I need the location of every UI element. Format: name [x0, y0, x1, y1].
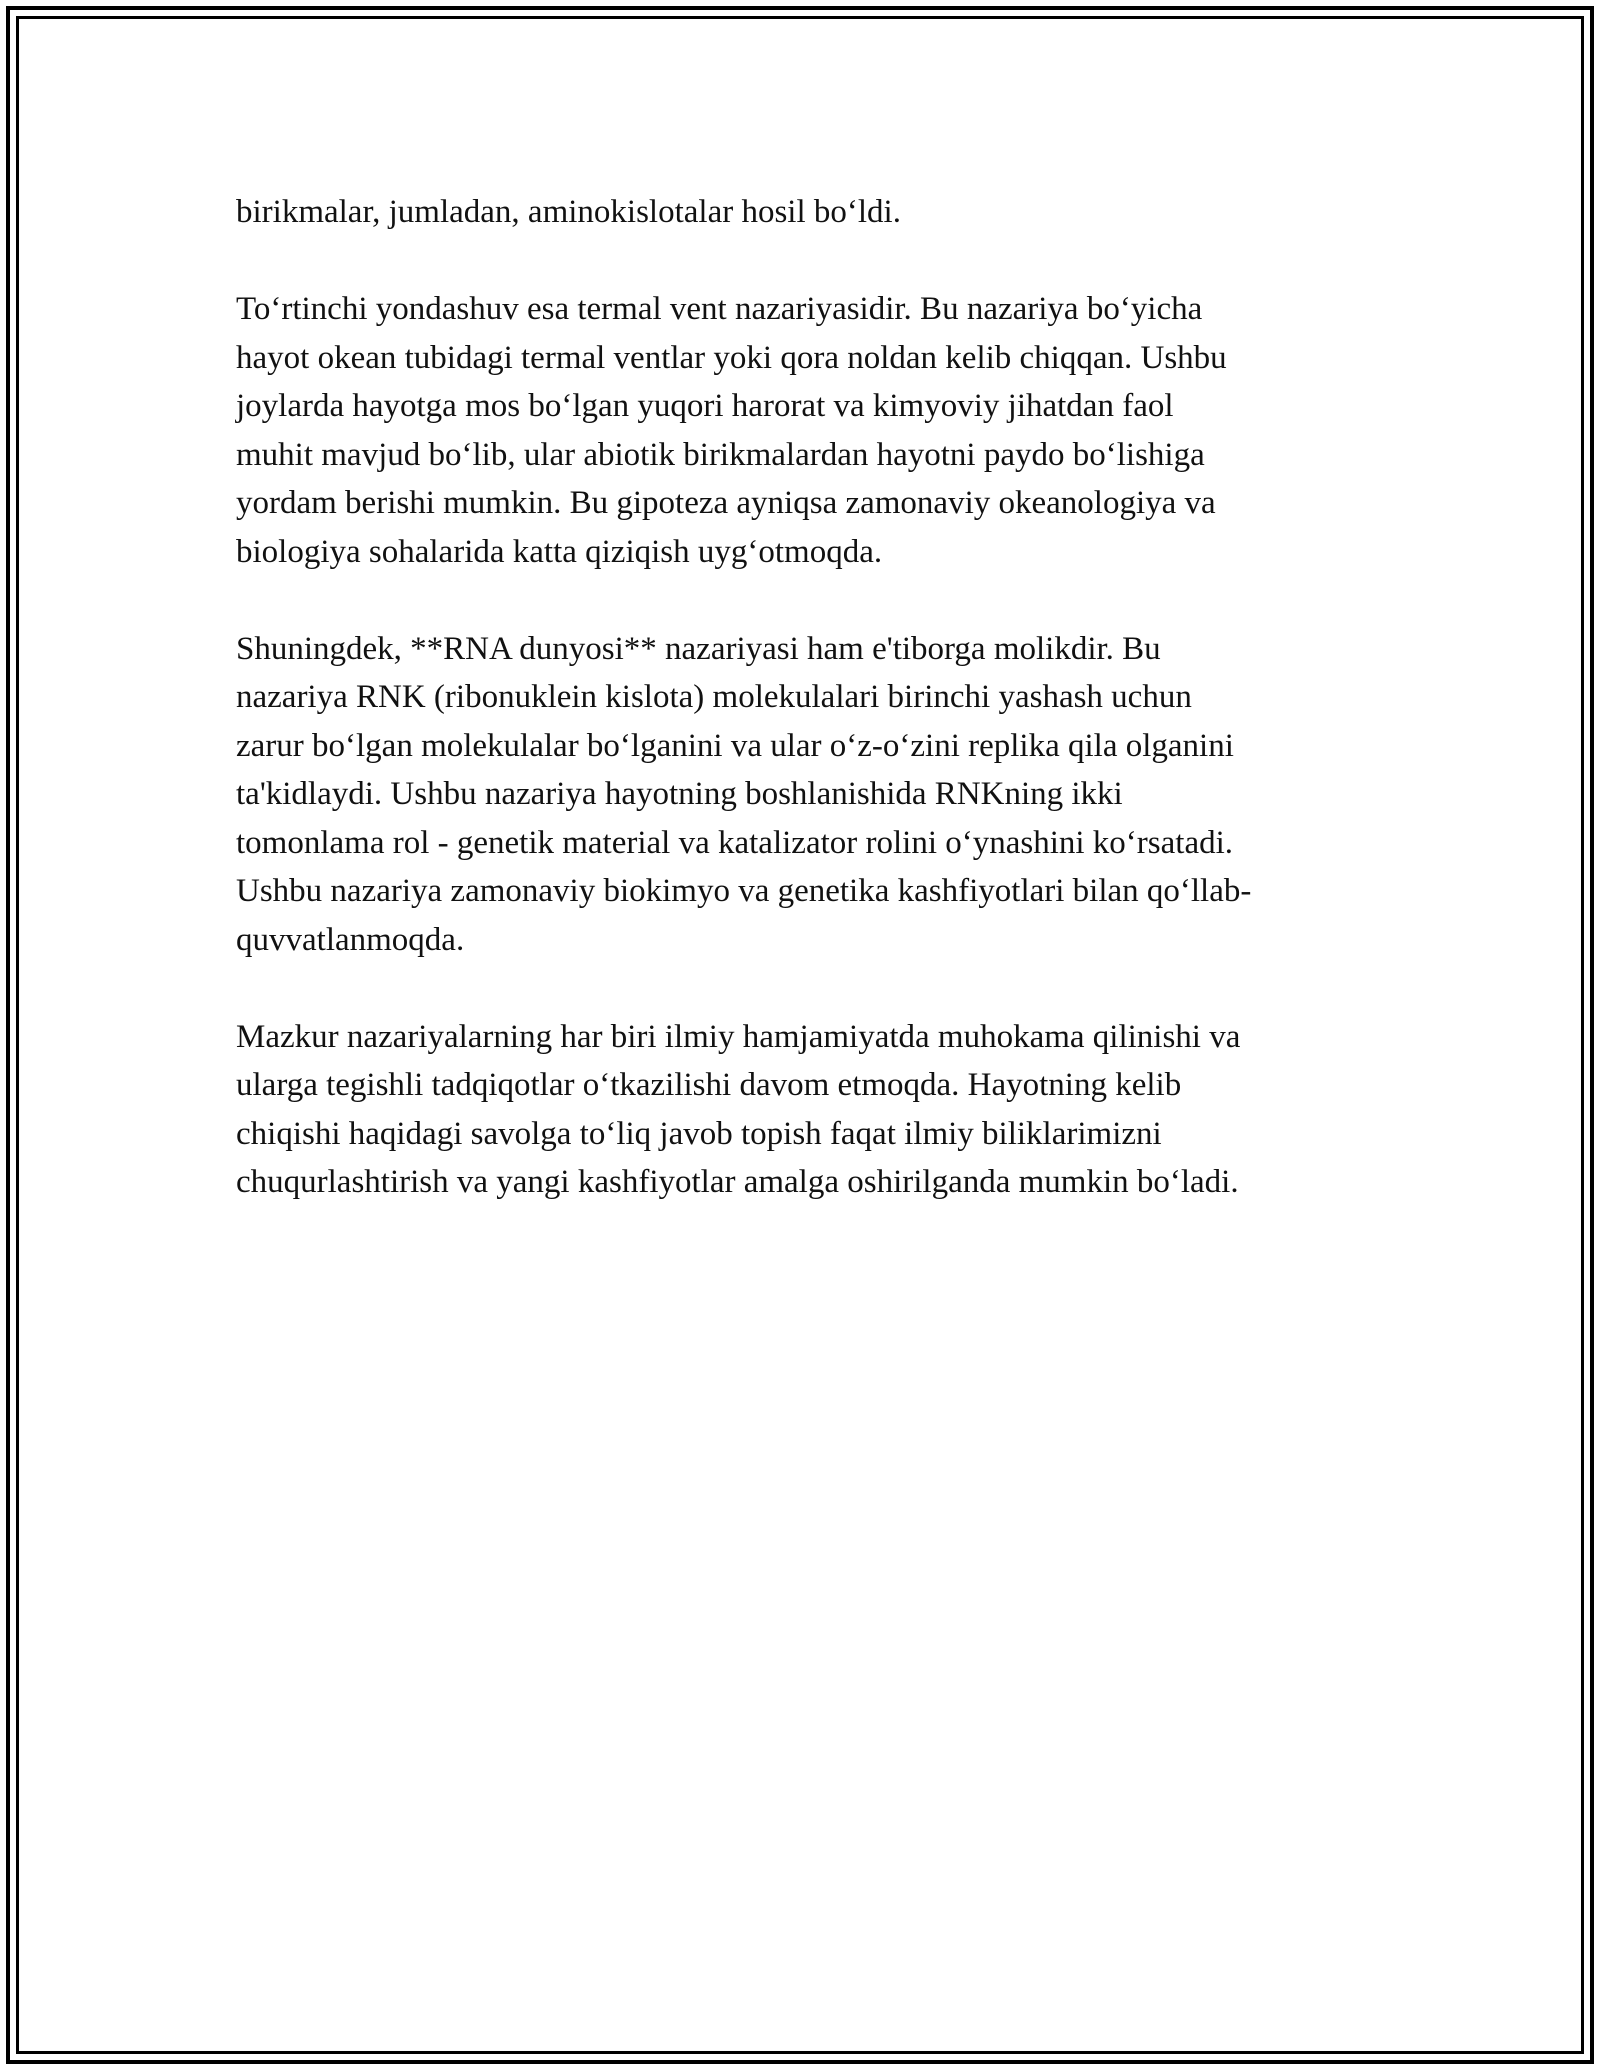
paragraph-1: birikmalar, jumladan, aminokislotalar hosil bo‘ldi.: [236, 194, 901, 230]
paragraph-4: Mazkur nazariyalarning har biri ilmiy hamjamiyatda muhokama qilinishi va ularga tegishli tadqiqotlar o‘tkazilishi davom etmoqda. Hayotning kelib chiqishi haqidagi savolga to‘liq javob topish faqat ilmiy biliklarimizni chuqurlashtirish va yangi kashfiyotlar amalga oshirilganda mumkin bo‘ladi.: [236, 1018, 1241, 1200]
paragraph-2: To‘rtinchi yondashuv esa termal vent nazariyasidir. Bu nazariya bo‘yicha hayot okean tubidagi termal ventlar yoki qora noldan kelib chiqqan. Ushbu joylarda hayotga mos bo‘lgan yuqori harorat va kimyoviy jihatdan faol muhit mavjud bo‘lib, ular abiotik birikmalardan hayotni paydo bo‘lishiga yordam berishi mumkin. Bu gipoteza ayniqsa zamonaviy okeanologiya va biologiya sohalarida katta qiziqish uyg‘otmoqda.: [236, 291, 1227, 570]
document-body: [236, 188, 1376, 1255]
paragraph-3: Shuningdek, **RNA dunyosi** nazariyasi ham e'tiborga molikdir. Bu nazariya RNK (ribonuklein kislota) molekulalari birinchi yashash uchun zarur bo‘lgan molekulalar bo‘lganini va ular o‘z-o‘zini replika qila olganini ta'kidlaydi. Ushbu nazariya hayotning boshlanishida RNKning ikki tomonlama rol - genetik material va katalizator rolini o‘ynashini ko‘rsatadi. Ushbu nazariya zamonaviy biokimyo va genetika kashfiyotlari bilan qo‘llab- quvvatlanmoqda.: [236, 630, 1252, 958]
